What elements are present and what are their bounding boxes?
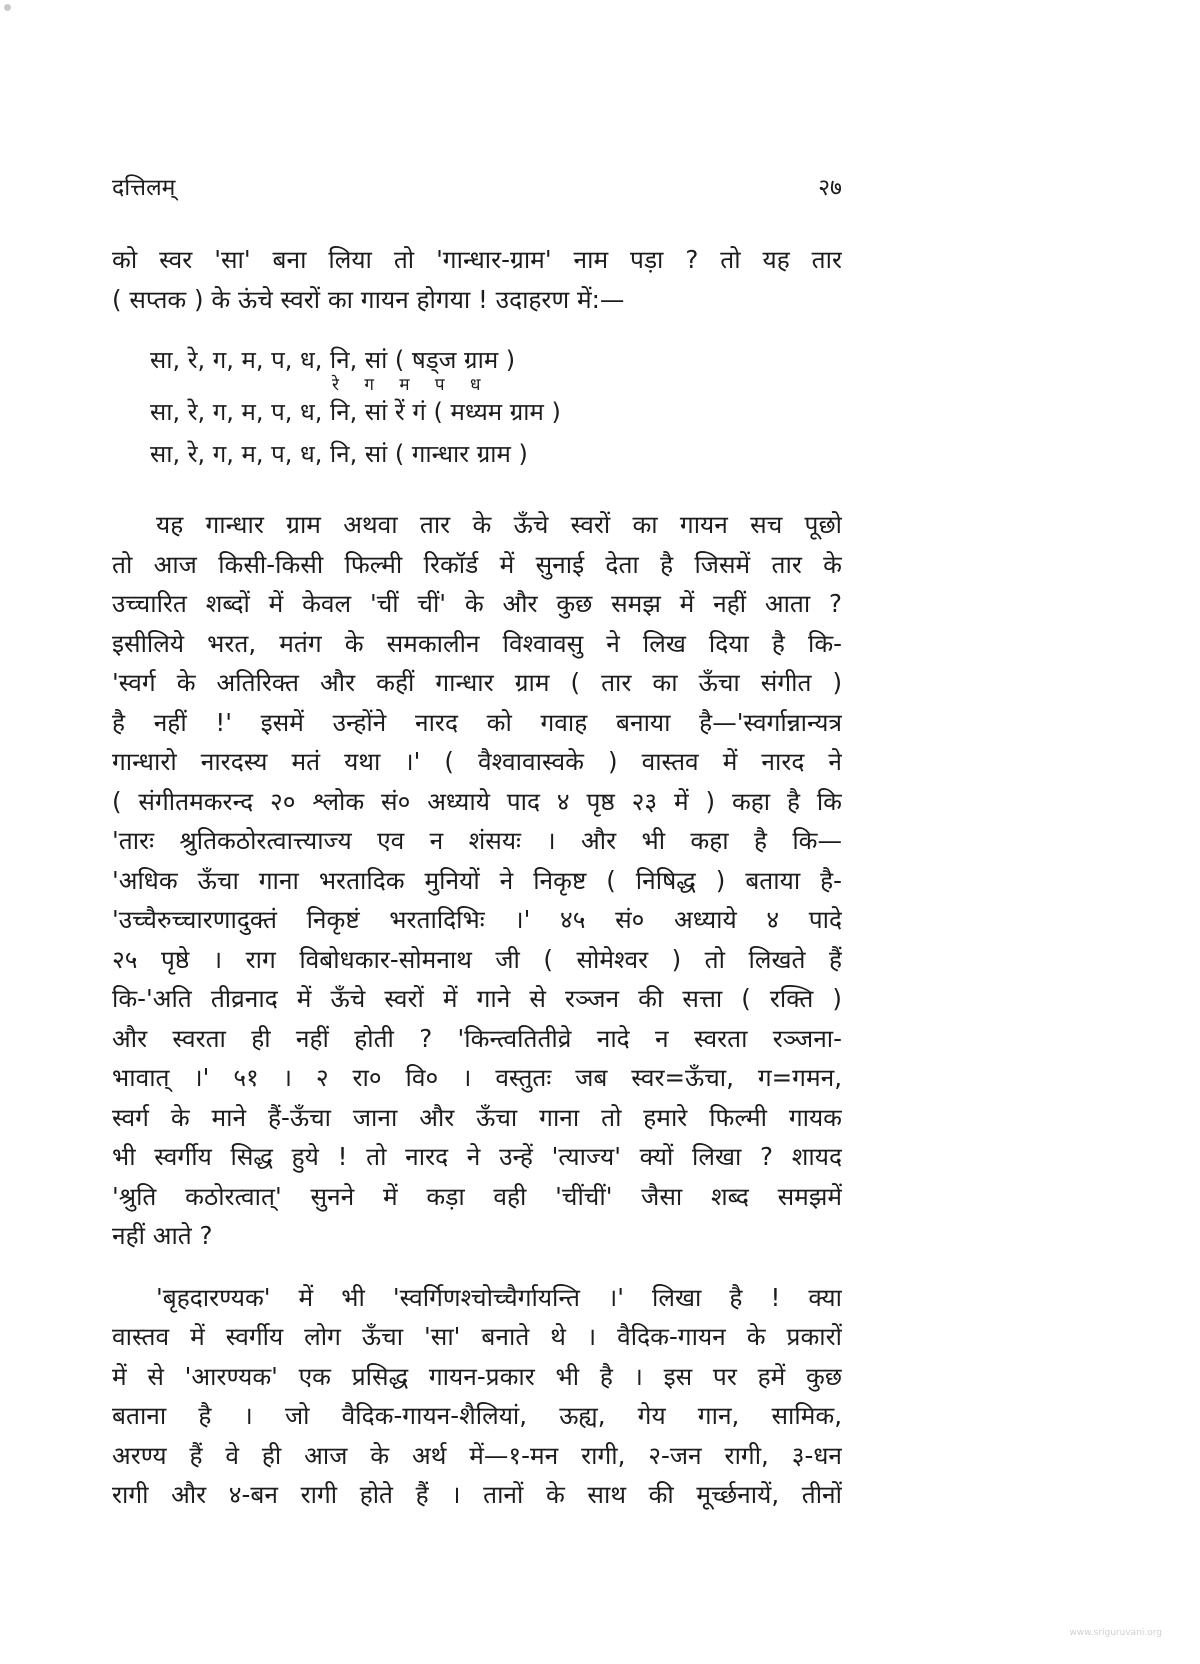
- intro-line: ( सप्तक ) के ऊंचे स्वरों का गायन होगया ! उदाहरण में:—: [112, 284, 625, 314]
- paragraph-line: इसीलिये भरत, मतंग के समकालीन विश्वावसु ने लिख दिया है कि-: [112, 628, 842, 658]
- paragraph-line: वास्तव में स्वर्गीय लोग ऊँचा 'सा' बनाते थे । वैदिक-गायन के प्रकारों: [112, 1322, 842, 1351]
- paragraph-line: उच्चारित शब्दों में केवल 'चीं चीं' के और कुछ समझ में नहीं आता ?: [112, 589, 842, 618]
- paragraph-line: भावात् ।' ५१ । २ रा० वि० । वस्तुतः जब स्वर=ऊँचा, ग=गमन,: [112, 1063, 842, 1092]
- running-title: दत्तिलम्: [112, 175, 176, 201]
- paragraph-line: 'बृहदारण्यक' में भी 'स्वर्गिणश्चोच्चैर्गायन्ति ।' लिखा है ! क्या: [156, 1282, 842, 1312]
- paragraph-line: यह गान्धार ग्राम अथवा तार के ऊँचे स्वरों का गायन सच पूछो: [156, 510, 842, 539]
- paragraph-line: है नहीं !' इसमें उन्होंने नारद को गवाह बनाया है—'स्वर्गान्नान्यत्र: [112, 707, 842, 737]
- paragraph-line: कि-'अति तीव्रनाद में ऊँचे स्वरों में गाने से रञ्जन की सत्ता ( रक्ति ): [112, 984, 842, 1013]
- site-watermark: www.sriguruvani.org: [1069, 1628, 1162, 1638]
- paragraph-line: बताना है । जो वैदिक-गायन-शैलियां, ऊह्य, गेय गान, सामिक,: [112, 1401, 842, 1430]
- paragraph-line: भी स्वर्गीय सिद्ध हुये ! तो नारद ने उन्हें 'त्याज्य' क्यों लिखा ? शायद: [112, 1142, 842, 1171]
- paragraph-line: 'स्वर्ग के अतिरिक्त और कहीं गान्धार ग्राम ( तार का ऊँचा संगीत ): [112, 668, 842, 697]
- paragraph-line: स्वर्ग के माने हैं-ऊँचा जाना और ऊँचा गाना तो हमारे फिल्मी गायक: [112, 1102, 842, 1132]
- paragraph-line: ( संगीतमकरन्द २० श्लोक सं० अध्याये पाद ४ पृष्ठ २३ में ) कहा है कि: [112, 786, 842, 816]
- paragraph-line: 'उच्चैरुच्चारणादुक्तं निकृष्टं भरतादिभिः ।' ४५ सं० अध्याये ४ पादे: [112, 905, 842, 934]
- example-line-gandhar: सा, रे, ग, म, प, ध, नि, सां ( गान्धार ग्राम ): [150, 440, 528, 468]
- example-block: [150, 339, 842, 475]
- example-line-madhyam: सा, रे, ग, म, प, ध, नि, सां रें गं ( मध्यम ग्राम ): [150, 398, 561, 426]
- paragraph-line: रागी और ४-बन रागी होते हैं । तानों के साथ की मूर्च्छनायें, तीनों: [112, 1480, 842, 1509]
- intro-line: को स्वर 'सा' बना लिया तो 'गान्धार-ग्राम' नाम पड़ा ? तो यह तार: [112, 245, 842, 274]
- paragraph-line: तो आज किसी-किसी फिल्मी रिकॉर्ड में सुनाई देता है जिसमें तार के: [112, 549, 842, 579]
- paragraph-gandhar-gram: [112, 505, 842, 1256]
- paragraph-brihadaranyaka: [112, 1278, 842, 1515]
- paragraph-line: गान्धारो नारदस्य मतं यथा ।' ( वैश्वावास्वके ) वास्तव में नारद ने: [112, 747, 842, 776]
- scan-corner-mark: [4, 4, 11, 11]
- page-header: [112, 170, 842, 202]
- paragraph-line: 'श्रुति कठोरत्वात्' सुनने में कड़ा वही 'चींचीं' जैसा शब्द समझमें: [112, 1181, 842, 1211]
- paragraph-line: में से 'आरण्यक' एक प्रसिद्ध गायन-प्रकार भी है । इस पर हमें कुछ: [112, 1361, 842, 1391]
- page-body: [112, 240, 842, 1515]
- paragraph-line: नहीं आते ?: [112, 1221, 213, 1250]
- paragraph-line: और स्वरता ही नहीं होती ? 'किन्त्वतितीव्रे नादे न स्वरता रञ्जना-: [112, 1023, 842, 1053]
- example-upper-notes: रे ग म प ध: [332, 375, 491, 395]
- page-number: २७: [818, 175, 842, 201]
- paragraph-line: 'तारः श्रुतिकठोरत्वात्त्याज्य एव न शंसयः । और भी कहा है कि—: [112, 826, 842, 855]
- paragraph-line: २५ पृष्ठे । राग विबोधकार-सोमनाथ जी ( सोमेश्वर ) तो लिखते हैं: [112, 944, 842, 974]
- paragraph-line: 'अधिक ऊँचा गाना भरतादिक मुनियों ने निकृष्ट ( निषिद्ध ) बताया है-: [112, 865, 842, 895]
- paragraph-line: अरण्य हैं वे ही आज के अर्थ में—१-मन रागी, २-जन रागी, ३-धन: [112, 1440, 842, 1470]
- example-line-shadja: सा, रे, ग, म, प, ध, नि, सां ( षड्ज ग्राम ): [150, 346, 516, 374]
